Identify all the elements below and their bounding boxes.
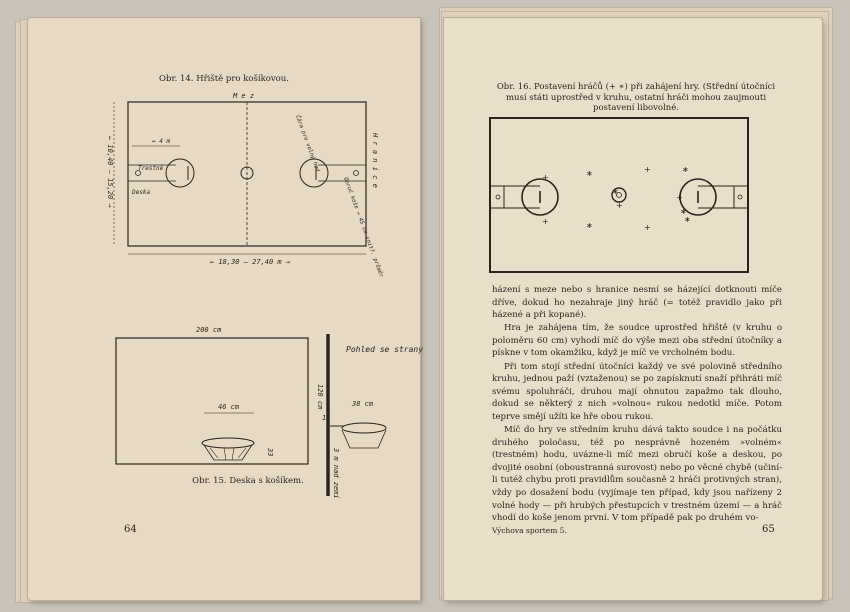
board-width: 200 cm [196, 326, 222, 334]
fig15-caption: Obr. 15. Deska s košíkem. [192, 476, 304, 486]
court-label-deska: Deska [132, 189, 151, 196]
court-label-bottom: ← 18,30 – 27,40 m → [210, 258, 291, 266]
player-star: ∗ [612, 187, 619, 196]
court-label-free-throw: Čára pro volný hod [294, 114, 321, 173]
court-outline [490, 118, 748, 272]
page-footer: Výchova sportem 5. [492, 526, 567, 535]
paragraph: Při tom stojí střední útočníci každý ve své polovině středního kruhu, jednou paží (vztaženou) se po zapísknutí snaží přihráti míč svému spoluhráči, druhou mají ohnutou zapažmo tak dlouho, dokud se některý z nich »volnou« rukou nedotkl míče. Potom teprve smějí užíti ke hře obou rukou. [492, 361, 782, 422]
right-page [444, 18, 822, 600]
left-page [28, 18, 424, 600]
open-book [12, 8, 838, 606]
player-plus: + [542, 173, 549, 182]
right-basket [354, 171, 359, 176]
player-plus: + [676, 193, 683, 202]
paragraph: Míč do hry ve středním kruhu dává takto soudce i na počátku druhého poločasu, též po nesprávně hozeném »volném« (trestném) hodu, uvázne-li míč mezi obručí koše a deskou, po dvojité osobní (oboustranná surovost) nebo po věcné chybě (učiní-li tutéž chybu proti pravidlům současně 2 hráči protivných stran), vždy po dosažení bodu (vyjímaje ten případ, kdy jsou nařízeny 2 volné hody — při hrubých přestupcích v trestném území — a hráč vhodí do koše jenom první. V tom případě pak po druhém vo- [492, 425, 782, 524]
court-diagram [28, 18, 420, 279]
court-label-left: ← 10,40 – 15,20 → [106, 136, 114, 208]
side-hoop [342, 423, 386, 433]
left-page-number: 64 [124, 524, 137, 535]
backboard [116, 338, 308, 464]
player-star: ∗ [586, 169, 593, 178]
player-star: ∗ [680, 207, 687, 216]
floor-height: 3 m nad zemí [332, 448, 340, 499]
player-plus: + [542, 217, 549, 226]
court-label-hoop: Obruč koše ↔ 45 cm vnitř. průměr [342, 176, 385, 279]
paragraph: házení s meze nebo s hranice nesmí se házející dotknouti míče dříve, dokud ho nezahraje jiný hráč (= totéž pravidlo jako při házené a při kopané). [492, 285, 782, 321]
left-free-throw-circle [166, 159, 194, 187]
board-height: 120 cm [316, 384, 324, 410]
fig16-caption: Obr. 16. Postavení hráčů (+ ∗) při zahájení hry. (Střední útočníci musí státi uprostřed v kruhu, ostatní hráči mohou zaujmouti postavení libovolné. [496, 82, 776, 114]
paragraph: Hra je zahájena tím, že soudce uprostřed hřiště (v kruhu o poloměru 60 cm) vyhodí míč do výše mezi oba střední útočníky a pískne v tom okamžiku, když je míč ve vrcholném bodu. [492, 323, 782, 359]
hoop-diameter: 46 cm [218, 403, 240, 411]
body-text [492, 284, 782, 525]
court-label-dim: ↔ 4 m [152, 138, 171, 145]
player-star: ∗ [682, 165, 689, 174]
backboard-diagram [28, 308, 424, 508]
gap-dim: 15 [322, 414, 331, 422]
right-page-number: 65 [762, 524, 775, 535]
court-label-right: H r a n i c e [371, 133, 379, 188]
player-plus: + [644, 223, 651, 232]
court-label-trestne: Trestné [138, 165, 164, 172]
front-hoop [202, 438, 254, 448]
player-star: ∗ [684, 215, 691, 224]
player-plus: + [644, 165, 651, 174]
fig14-caption: Obr. 14. Hřiště pro košíkovou. [159, 74, 289, 84]
player-plus: + [616, 201, 623, 210]
side-dimension: 33 [266, 448, 274, 457]
player-star: ∗ [586, 221, 593, 230]
side-view-label: Pohled se strany [346, 345, 424, 354]
court-label-top: M e z [233, 92, 255, 100]
player-positions-diagram [444, 18, 822, 232]
side-hoop-dim: 38 cm [352, 400, 374, 408]
